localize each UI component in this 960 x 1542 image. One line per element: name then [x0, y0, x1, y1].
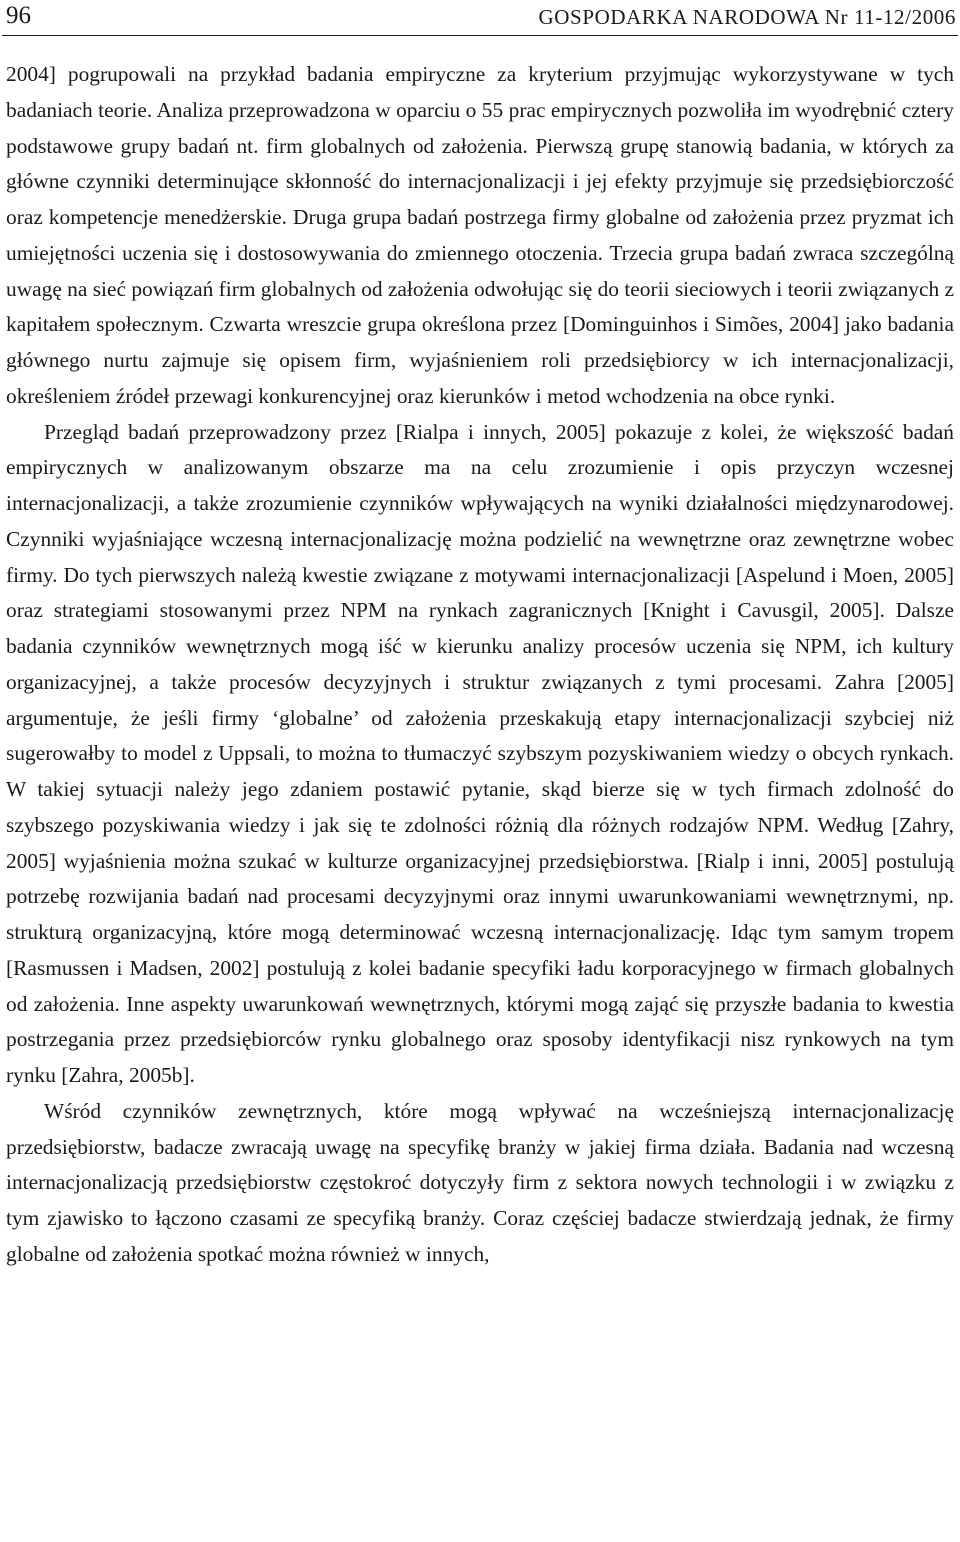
article-body: [6, 57, 954, 1273]
journal-title: GOSPODARKA NARODOWA Nr 11-12/2006: [538, 5, 956, 29]
paragraph-1: 2004] pogrupowali na przykład badania empiryczne za kryterium przyjmując wykorzystywane w tych badaniach teorie. Analiza przeprowadzona w oparciu o 55 prac empirycznych pozwoliła im wyodrębnić cztery podstawowe grupy badań nt. firm globalnych od założenia. Pierwszą grupę stanowią badania, w których za główne czynniki determinujące skłonność do internacjonalizacji i jej efekty przyjmuje się przedsiębiorczość oraz kompetencje menedżerskie. Druga grupa badań postrzega firmy globalne od założenia przez pryzmat ich umiejętności uczenia się i dostosowywania do zmiennego otoczenia. Trzecia grupa badań zwraca szczególną uwagę na sieć powiązań firm globalnych od założenia odwołując się do teorii sieciowych i teorii związanych z kapitałem społecznym. Czwarta wreszcie grupa określona przez [Dominguinhos i Simões, 2004] jako badania głównego nurtu zajmuje się opisem firm, wyjaśnieniem roli przedsiębiorcy w ich internacjonalizacji, określeniem źródeł przewagi konkurencyjnej oraz kierunków i metod wchodzenia na obce rynki.: [6, 62, 954, 408]
header-rule: [2, 35, 958, 36]
paragraph-3: Wśród czynników zewnętrznych, które mogą wpływać na wcześniejszą internacjonalizację przedsiębiorstw, badacze zwracają uwagę na specyfikę branży w jakiej firma działa. Badania nad wczesną internacjonalizacją przedsiębiorstw częstokroć dotyczyły firm z sektora nowych technologii i w związku z tym zjawisko to łączono czasami ze specyfiką branży. Coraz częściej badacze stwierdzają jednak, że firmy globalne od założenia spotkać można również w innych,: [6, 1098, 954, 1266]
page-number: 96: [6, 2, 31, 29]
paragraph-2: Przegląd badań przeprowadzony przez [Rialpa i innych, 2005] pokazuje z kolei, że większość badań empirycznych w analizowanym obszarze ma na celu zrozumienie i opis przyczyn wczesnej internacjonalizacji, a także zrozumienie czynników wpływających na wyniki działalności międzynarodowej. Czynniki wyjaśniające wczesną internacjonalizację można podzielić na wewnętrzne oraz zewnętrzne wobec firmy. Do tych pierwszych należą kwestie związane z motywami internacjonalizacji [Aspelund i Moen, 2005] oraz strategiami stosowanymi przez NPM na rynkach zagranicznych [Knight i Cavusgil, 2005]. Dalsze badania czynników wewnętrznych mogą iść w kierunku analizy procesów uczenia się NPM, ich kultury organizacyjnej, a także procesów decyzyjnych i struktur związanych z tymi procesami. Zahra [2005] argumentuje, że jeśli firmy ‘globalne’ od założenia przeskakują etapy internacjonalizacji szybciej niż sugerowałby to model z Uppsali, to można to tłumaczyć szybszym pozyskiwaniem wiedzy o obcych rynkach. W takiej sytuacji należy jego zdaniem postawić pytanie, skąd bierze się w tych firmach zdolność do szybszego pozyskiwania wiedzy i jak się te zdolności różnią dla różnych rodzajów NPM. Według [Zahry, 2005] wyjaśnienia można szukać w kulturze organizacyjnej przedsiębiorstwa. [Rialp i inni, 2005] postulują potrzebę rozwijania badań nad procesami decyzyjnymi oraz innymi uwarunkowaniami wewnętrznymi, np. strukturą organizacyjną, które mogą determinować wczesną internacjonalizację. Idąc tym samym tropem [Rasmussen i Madsen, 2002] postulują z kolei badanie specyfiki ładu korporacyjnego w firmach globalnych od założenia. Inne aspekty uwarunkowań wewnętrznych, którymi mogą zająć się przyszłe badania to kwestia postrzegania przez przedsiębiorców rynku globalnego oraz sposoby identyfikacji nisz rynkowych na tym rynku [Zahra, 2005b].: [6, 419, 954, 1087]
running-head: [0, 0, 960, 34]
